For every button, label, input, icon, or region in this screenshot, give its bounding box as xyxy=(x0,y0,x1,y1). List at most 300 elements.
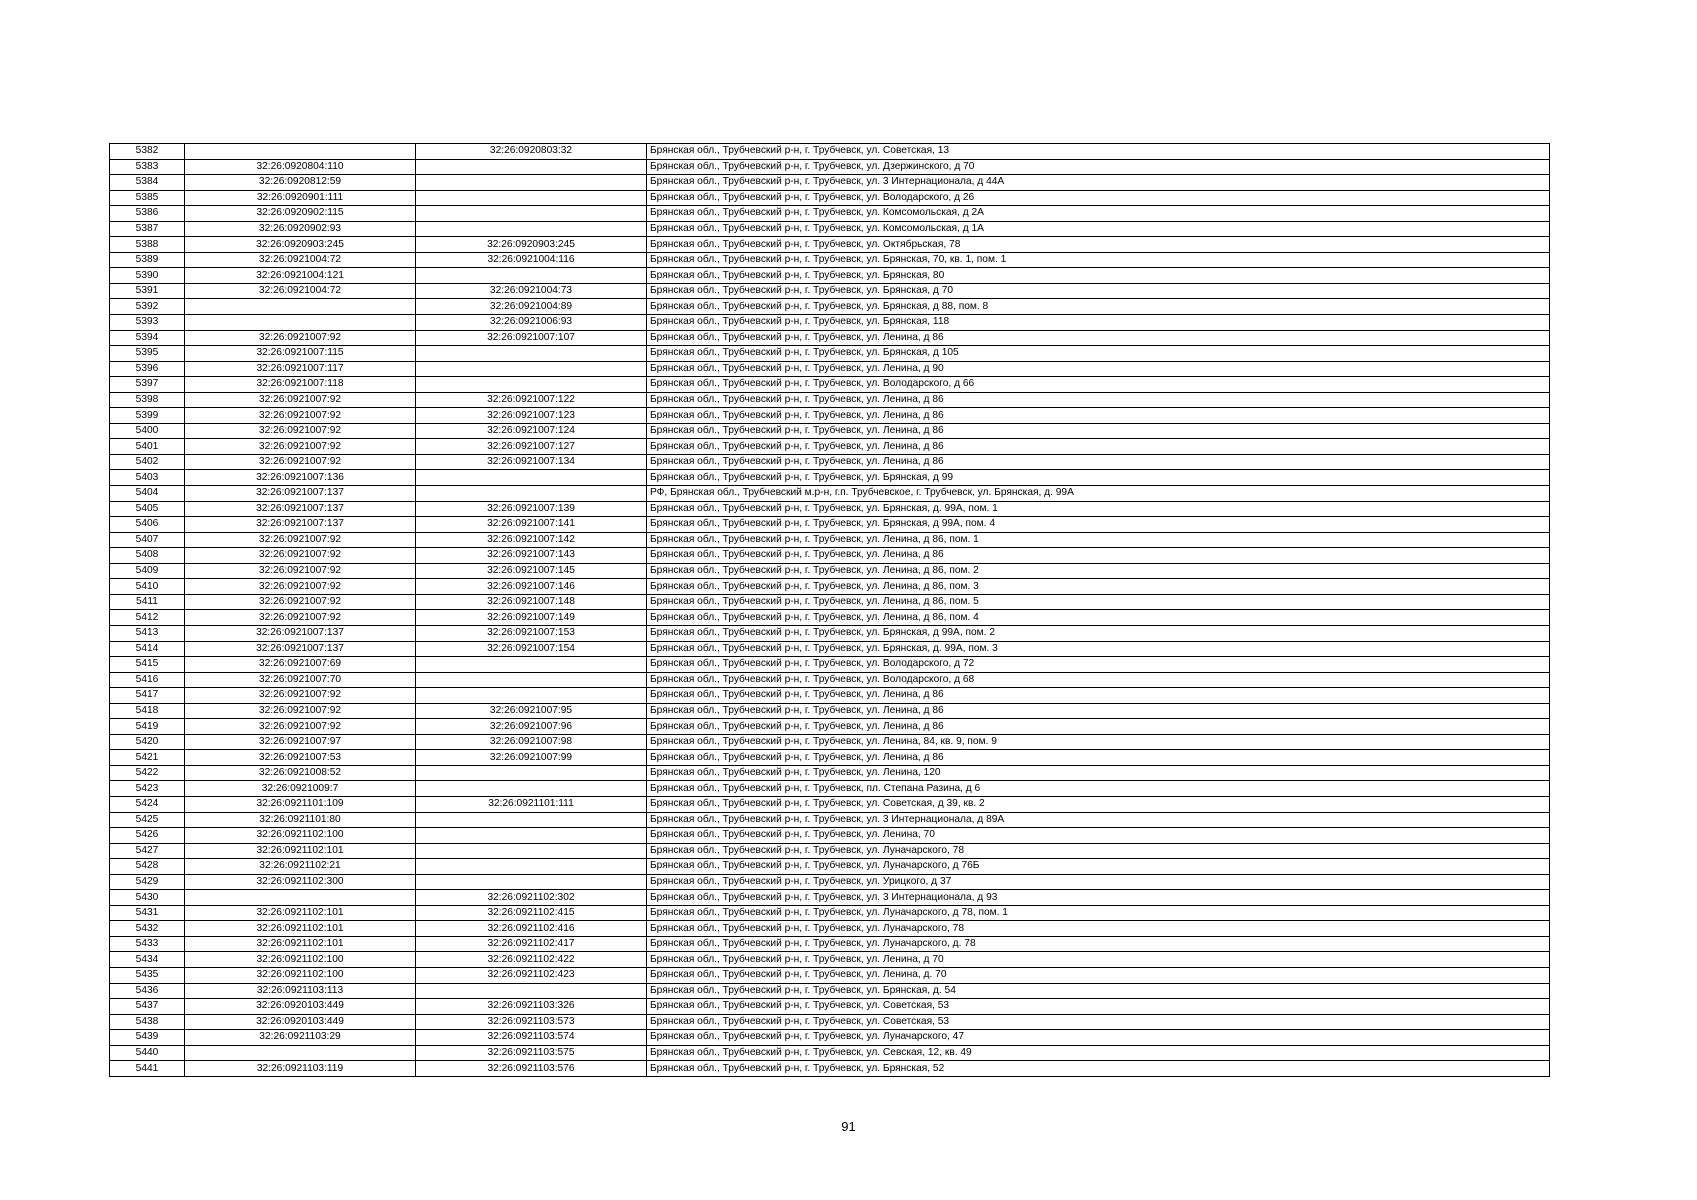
object-cadastral-number-cell xyxy=(416,361,647,377)
row-number-cell: 5434 xyxy=(110,952,185,968)
row-number-cell: 5392 xyxy=(110,299,185,315)
land-plot-cadastral-number-cell: 32:26:0921008:52 xyxy=(185,765,416,781)
object-cadastral-number-cell xyxy=(416,812,647,828)
land-plot-cadastral-number-cell: 32:26:0921103:119 xyxy=(185,1061,416,1077)
object-cadastral-number-cell: 32:26:0921007:145 xyxy=(416,563,647,579)
object-cadastral-number-cell: 32:26:0921007:124 xyxy=(416,423,647,439)
object-cadastral-number-cell xyxy=(416,206,647,222)
land-plot-cadastral-number-cell: 32:26:0921103:29 xyxy=(185,1030,416,1046)
land-plot-cadastral-number-cell: 32:26:0920902:115 xyxy=(185,206,416,222)
row-number-cell: 5383 xyxy=(110,159,185,175)
address-cell: Брянская обл., Трубчевский р-н, г. Трубчевск, ул. Ленина, д 86 xyxy=(647,750,1550,766)
address-cell: Брянская обл., Трубчевский р-н, г. Трубчевск, ул. Брянская, д 88, пом. 8 xyxy=(647,299,1550,315)
land-plot-cadastral-number-cell: 32:26:0920902:93 xyxy=(185,221,416,237)
row-number-cell: 5404 xyxy=(110,486,185,502)
land-plot-cadastral-number-cell: 32:26:0921007:92 xyxy=(185,392,416,408)
row-number-cell: 5440 xyxy=(110,1045,185,1061)
object-cadastral-number-cell: 32:26:0921004:73 xyxy=(416,283,647,299)
table-row xyxy=(110,828,1550,844)
row-number-cell: 5441 xyxy=(110,1061,185,1077)
address-cell: Брянская обл., Трубчевский р-н, г. Трубчевск, ул. Дзержинского, д 70 xyxy=(647,159,1550,175)
object-cadastral-number-cell: 32:26:0921102:415 xyxy=(416,905,647,921)
address-cell: Брянская обл., Трубчевский р-н, г. Трубчевск, ул. Луначарского, 78 xyxy=(647,921,1550,937)
land-plot-cadastral-number-cell: 32:26:0921004:72 xyxy=(185,283,416,299)
table-row xyxy=(110,1061,1550,1077)
address-cell: Брянская обл., Трубчевский р-н, г. Трубчевск, ул. Комсомольская, д 2А xyxy=(647,206,1550,222)
row-number-cell: 5387 xyxy=(110,221,185,237)
address-cell: Брянская обл., Трубчевский р-н, г. Трубчевск, ул. Советская, 53 xyxy=(647,999,1550,1015)
object-cadastral-number-cell xyxy=(416,377,647,393)
table-row xyxy=(110,454,1550,470)
row-number-cell: 5432 xyxy=(110,921,185,937)
land-plot-cadastral-number-cell: 32:26:0921102:101 xyxy=(185,936,416,952)
address-cell: Брянская обл., Трубчевский р-н, г. Трубчевск, ул. Ленина, д 86, пом. 1 xyxy=(647,532,1550,548)
row-number-cell: 5401 xyxy=(110,439,185,455)
address-cell: Брянская обл., Трубчевский р-н, г. Трубчевск, ул. Ленина, д 86 xyxy=(647,548,1550,564)
object-cadastral-number-cell: 32:26:0921004:116 xyxy=(416,252,647,268)
registry-table-body xyxy=(110,144,1550,1077)
row-number-cell: 5429 xyxy=(110,874,185,890)
table-row xyxy=(110,408,1550,424)
table-row xyxy=(110,330,1550,346)
address-cell: РФ, Брянская обл., Трубчевский м.р-н, г.п. Трубчевское, г. Трубчевск, ул. Брянская, д. 99А xyxy=(647,486,1550,502)
address-cell: Брянская обл., Трубчевский р-н, г. Трубчевск, ул. Ленина, д 70 xyxy=(647,952,1550,968)
object-cadastral-number-cell: 32:26:0921007:123 xyxy=(416,408,647,424)
land-plot-cadastral-number-cell: 32:26:0921009:7 xyxy=(185,781,416,797)
address-cell: Брянская обл., Трубчевский р-н, г. Трубчевск, ул. Ленина, д 86 xyxy=(647,439,1550,455)
land-plot-cadastral-number-cell: 32:26:0920901:111 xyxy=(185,190,416,206)
object-cadastral-number-cell xyxy=(416,781,647,797)
object-cadastral-number-cell: 32:26:0921102:302 xyxy=(416,890,647,906)
row-number-cell: 5417 xyxy=(110,688,185,704)
table-row xyxy=(110,175,1550,191)
object-cadastral-number-cell xyxy=(416,765,647,781)
address-cell: Брянская обл., Трубчевский р-н, г. Трубчевск, ул. Брянская, 118 xyxy=(647,315,1550,331)
address-cell: Брянская обл., Трубчевский р-н, г. Трубчевск, ул. Ленина, д 86 xyxy=(647,408,1550,424)
row-number-cell: 5384 xyxy=(110,175,185,191)
address-cell: Брянская обл., Трубчевский р-н, г. Трубчевск, ул. Брянская, д. 99А, пом. 1 xyxy=(647,501,1550,517)
object-cadastral-number-cell xyxy=(416,983,647,999)
address-cell: Брянская обл., Трубчевский р-н, г. Трубчевск, ул. Луначарского, 78 xyxy=(647,843,1550,859)
address-cell: Брянская обл., Трубчевский р-н, г. Трубчевск, ул. Ленина, 84, кв. 9, пом. 9 xyxy=(647,734,1550,750)
object-cadastral-number-cell: 32:26:0921007:149 xyxy=(416,610,647,626)
address-cell: Брянская обл., Трубчевский р-н, г. Трубчевск, ул. Володарского, д 66 xyxy=(647,377,1550,393)
address-cell: Брянская обл., Трубчевский р-н, г. Трубчевск, ул. Советская, 53 xyxy=(647,1014,1550,1030)
table-row xyxy=(110,221,1550,237)
table-row xyxy=(110,159,1550,175)
land-plot-cadastral-number-cell: 32:26:0921007:137 xyxy=(185,641,416,657)
row-number-cell: 5398 xyxy=(110,392,185,408)
table-row xyxy=(110,734,1550,750)
address-cell: Брянская обл., Трубчевский р-н, г. Трубчевск, ул. Ленина, д 86, пом. 2 xyxy=(647,563,1550,579)
row-number-cell: 5436 xyxy=(110,983,185,999)
object-cadastral-number-cell: 32:26:0921007:134 xyxy=(416,454,647,470)
address-cell: Брянская обл., Трубчевский р-н, г. Трубчевск, ул. Луначарского, д 76Б xyxy=(647,859,1550,875)
object-cadastral-number-cell xyxy=(416,159,647,175)
object-cadastral-number-cell xyxy=(416,828,647,844)
object-cadastral-number-cell: 32:26:0921102:417 xyxy=(416,936,647,952)
row-number-cell: 5400 xyxy=(110,423,185,439)
row-number-cell: 5411 xyxy=(110,594,185,610)
address-cell: Брянская обл., Трубчевский р-н, г. Трубчевск, ул. Ленина, д 86, пом. 3 xyxy=(647,579,1550,595)
address-cell: Брянская обл., Трубчевский р-н, г. Трубчевск, ул. Ленина, д 86 xyxy=(647,688,1550,704)
address-cell: Брянская обл., Трубчевский р-н, г. Трубчевск, ул. 3 Интернационала, д 89А xyxy=(647,812,1550,828)
address-cell: Брянская обл., Трубчевский р-н, г. Трубчевск, ул. Советская, д 39, кв. 2 xyxy=(647,796,1550,812)
row-number-cell: 5389 xyxy=(110,252,185,268)
land-plot-cadastral-number-cell: 32:26:0921102:300 xyxy=(185,874,416,890)
table-row xyxy=(110,346,1550,362)
row-number-cell: 5382 xyxy=(110,144,185,160)
row-number-cell: 5428 xyxy=(110,859,185,875)
land-plot-cadastral-number-cell: 32:26:0920103:449 xyxy=(185,1014,416,1030)
address-cell: Брянская обл., Трубчевский р-н, г. Трубчевск, ул. Ленина, д 86 xyxy=(647,392,1550,408)
land-plot-cadastral-number-cell: 32:26:0921007:137 xyxy=(185,517,416,533)
row-number-cell: 5419 xyxy=(110,719,185,735)
row-number-cell: 5409 xyxy=(110,563,185,579)
land-plot-cadastral-number-cell: 32:26:0921004:72 xyxy=(185,252,416,268)
row-number-cell: 5420 xyxy=(110,734,185,750)
address-cell: Брянская обл., Трубчевский р-н, г. Трубчевск, ул. Брянская, д 99А, пом. 2 xyxy=(647,625,1550,641)
land-plot-cadastral-number-cell: 32:26:0921007:92 xyxy=(185,579,416,595)
row-number-cell: 5408 xyxy=(110,548,185,564)
land-plot-cadastral-number-cell: 32:26:0921007:53 xyxy=(185,750,416,766)
table-row xyxy=(110,517,1550,533)
object-cadastral-number-cell: 32:26:0921004:89 xyxy=(416,299,647,315)
address-cell: Брянская обл., Трубчевский р-н, г. Трубчевск, ул. Ленина, д 86, пом. 4 xyxy=(647,610,1550,626)
land-plot-cadastral-number-cell: 32:26:0921007:92 xyxy=(185,408,416,424)
object-cadastral-number-cell: 32:26:0921007:143 xyxy=(416,548,647,564)
land-plot-cadastral-number-cell: 32:26:0921102:100 xyxy=(185,952,416,968)
table-row xyxy=(110,905,1550,921)
land-plot-cadastral-number-cell: 32:26:0921007:92 xyxy=(185,563,416,579)
table-row xyxy=(110,268,1550,284)
object-cadastral-number-cell: 32:26:0920903:245 xyxy=(416,237,647,253)
address-cell: Брянская обл., Трубчевский р-н, г. Трубчевск, ул. Урицкого, д 37 xyxy=(647,874,1550,890)
table-row xyxy=(110,843,1550,859)
address-cell: Брянская обл., Трубчевский р-н, г. Трубчевск, ул. Брянская, д 99А, пом. 4 xyxy=(647,517,1550,533)
land-plot-cadastral-number-cell: 32:26:0921007:70 xyxy=(185,672,416,688)
object-cadastral-number-cell xyxy=(416,657,647,673)
table-row xyxy=(110,579,1550,595)
address-cell: Брянская обл., Трубчевский р-н, г. Трубчевск, ул. Ленина, д. 70 xyxy=(647,967,1550,983)
address-cell: Брянская обл., Трубчевский р-н, г. Трубчевск, пл. Степана Разина, д 6 xyxy=(647,781,1550,797)
land-plot-cadastral-number-cell: 32:26:0921007:92 xyxy=(185,594,416,610)
address-cell: Брянская обл., Трубчевский р-н, г. Трубчевск, ул. Ленина, 70 xyxy=(647,828,1550,844)
object-cadastral-number-cell xyxy=(416,688,647,704)
table-row xyxy=(110,719,1550,735)
table-row xyxy=(110,874,1550,890)
table-row xyxy=(110,936,1550,952)
object-cadastral-number-cell: 32:26:0921103:575 xyxy=(416,1045,647,1061)
address-cell: Брянская обл., Трубчевский р-н, г. Трубчевск, ул. Луначарского, д 78, пом. 1 xyxy=(647,905,1550,921)
table-row xyxy=(110,688,1550,704)
land-plot-cadastral-number-cell: 32:26:0921102:101 xyxy=(185,905,416,921)
land-plot-cadastral-number-cell: 32:26:0921102:21 xyxy=(185,859,416,875)
land-plot-cadastral-number-cell: 32:26:0921007:69 xyxy=(185,657,416,673)
object-cadastral-number-cell: 32:26:0921007:153 xyxy=(416,625,647,641)
object-cadastral-number-cell: 32:26:0921007:146 xyxy=(416,579,647,595)
table-row xyxy=(110,532,1550,548)
table-row xyxy=(110,796,1550,812)
land-plot-cadastral-number-cell: 32:26:0921007:137 xyxy=(185,625,416,641)
table-row xyxy=(110,890,1550,906)
table-row xyxy=(110,486,1550,502)
row-number-cell: 5424 xyxy=(110,796,185,812)
address-cell: Брянская обл., Трубчевский р-н, г. Трубчевск, ул. Ленина, д 86 xyxy=(647,719,1550,735)
row-number-cell: 5437 xyxy=(110,999,185,1015)
table-row xyxy=(110,1045,1550,1061)
land-plot-cadastral-number-cell xyxy=(185,315,416,331)
object-cadastral-number-cell xyxy=(416,843,647,859)
land-plot-cadastral-number-cell: 32:26:0921007:92 xyxy=(185,330,416,346)
row-number-cell: 5405 xyxy=(110,501,185,517)
address-cell: Брянская обл., Трубчевский р-н, г. Трубчевск, ул. 3 Интернационала, д 93 xyxy=(647,890,1550,906)
address-cell: Брянская обл., Трубчевский р-н, г. Трубчевск, ул. Ленина, д 86 xyxy=(647,454,1550,470)
table-row xyxy=(110,283,1550,299)
table-row xyxy=(110,144,1550,160)
table-row xyxy=(110,765,1550,781)
address-cell: Брянская обл., Трубчевский р-н, г. Трубчевск, ул. Севская, 12, кв. 49 xyxy=(647,1045,1550,1061)
address-cell: Брянская обл., Трубчевский р-н, г. Трубчевск, ул. Комсомольская, д 1А xyxy=(647,221,1550,237)
table-row xyxy=(110,999,1550,1015)
table-row xyxy=(110,610,1550,626)
row-number-cell: 5430 xyxy=(110,890,185,906)
row-number-cell: 5406 xyxy=(110,517,185,533)
object-cadastral-number-cell: 32:26:0921102:422 xyxy=(416,952,647,968)
row-number-cell: 5413 xyxy=(110,625,185,641)
object-cadastral-number-cell: 32:26:0921006:93 xyxy=(416,315,647,331)
address-cell: Брянская обл., Трубчевский р-н, г. Трубчевск, ул. 3 Интернационала, д 44А xyxy=(647,175,1550,191)
page-number: 91 xyxy=(841,1119,856,1134)
table-row xyxy=(110,377,1550,393)
table-row xyxy=(110,315,1550,331)
address-cell: Брянская обл., Трубчевский р-н, г. Трубчевск, ул. Брянская, 52 xyxy=(647,1061,1550,1077)
address-cell: Брянская обл., Трубчевский р-н, г. Трубчевск, ул. Брянская, д 105 xyxy=(647,346,1550,362)
table-row xyxy=(110,190,1550,206)
table-row xyxy=(110,625,1550,641)
table-row xyxy=(110,672,1550,688)
table-row xyxy=(110,563,1550,579)
table-row xyxy=(110,641,1550,657)
land-plot-cadastral-number-cell: 32:26:0921007:118 xyxy=(185,377,416,393)
land-plot-cadastral-number-cell: 32:26:0921007:117 xyxy=(185,361,416,377)
row-number-cell: 5416 xyxy=(110,672,185,688)
address-cell: Брянская обл., Трубчевский р-н, г. Трубчевск, ул. Володарского, д 68 xyxy=(647,672,1550,688)
registry-table xyxy=(109,143,1550,1077)
object-cadastral-number-cell xyxy=(416,268,647,284)
table-row xyxy=(110,206,1550,222)
row-number-cell: 5438 xyxy=(110,1014,185,1030)
address-cell: Брянская обл., Трубчевский р-н, г. Трубчевск, ул. Брянская, д. 99А, пом. 3 xyxy=(647,641,1550,657)
object-cadastral-number-cell: 32:26:0921007:99 xyxy=(416,750,647,766)
object-cadastral-number-cell: 32:26:0921007:96 xyxy=(416,719,647,735)
land-plot-cadastral-number-cell: 32:26:0921007:92 xyxy=(185,548,416,564)
object-cadastral-number-cell xyxy=(416,470,647,486)
land-plot-cadastral-number-cell: 32:26:0921102:101 xyxy=(185,921,416,937)
land-plot-cadastral-number-cell: 32:26:0920804:110 xyxy=(185,159,416,175)
land-plot-cadastral-number-cell: 32:26:0921007:92 xyxy=(185,703,416,719)
address-cell: Брянская обл., Трубчевский р-н, г. Трубчевск, ул. Ленина, д 86, пом. 5 xyxy=(647,594,1550,610)
row-number-cell: 5390 xyxy=(110,268,185,284)
address-cell: Брянская обл., Трубчевский р-н, г. Трубчевск, ул. Советская, 13 xyxy=(647,144,1550,160)
object-cadastral-number-cell: 32:26:0921007:154 xyxy=(416,641,647,657)
address-cell: Брянская обл., Трубчевский р-н, г. Трубчевск, ул. Брянская, 70, кв. 1, пом. 1 xyxy=(647,252,1550,268)
address-cell: Брянская обл., Трубчевский р-н, г. Трубчевск, ул. Луначарского, 47 xyxy=(647,1030,1550,1046)
row-number-cell: 5396 xyxy=(110,361,185,377)
address-cell: Брянская обл., Трубчевский р-н, г. Трубчевск, ул. Ленина, д 86 xyxy=(647,330,1550,346)
address-cell: Брянская обл., Трубчевский р-н, г. Трубчевск, ул. Брянская, д. 54 xyxy=(647,983,1550,999)
object-cadastral-number-cell: 32:26:0921103:576 xyxy=(416,1061,647,1077)
table-row xyxy=(110,594,1550,610)
land-plot-cadastral-number-cell: 32:26:0921007:92 xyxy=(185,532,416,548)
address-cell: Брянская обл., Трубчевский р-н, г. Трубчевск, ул. Октябрьская, 78 xyxy=(647,237,1550,253)
table-row xyxy=(110,470,1550,486)
table-row xyxy=(110,703,1550,719)
land-plot-cadastral-number-cell: 32:26:0921007:92 xyxy=(185,688,416,704)
row-number-cell: 5395 xyxy=(110,346,185,362)
table-row xyxy=(110,237,1550,253)
table-row xyxy=(110,859,1550,875)
table-row xyxy=(110,548,1550,564)
land-plot-cadastral-number-cell: 32:26:0921101:80 xyxy=(185,812,416,828)
land-plot-cadastral-number-cell: 32:26:0921102:100 xyxy=(185,828,416,844)
land-plot-cadastral-number-cell: 32:26:0921101:109 xyxy=(185,796,416,812)
row-number-cell: 5433 xyxy=(110,936,185,952)
row-number-cell: 5439 xyxy=(110,1030,185,1046)
object-cadastral-number-cell xyxy=(416,859,647,875)
object-cadastral-number-cell: 32:26:0920803:32 xyxy=(416,144,647,160)
object-cadastral-number-cell xyxy=(416,486,647,502)
land-plot-cadastral-number-cell: 32:26:0921102:101 xyxy=(185,843,416,859)
object-cadastral-number-cell: 32:26:0921007:95 xyxy=(416,703,647,719)
land-plot-cadastral-number-cell: 32:26:0921102:100 xyxy=(185,967,416,983)
table-row xyxy=(110,967,1550,983)
table-row xyxy=(110,392,1550,408)
row-number-cell: 5410 xyxy=(110,579,185,595)
land-plot-cadastral-number-cell: 32:26:0921007:92 xyxy=(185,423,416,439)
row-number-cell: 5431 xyxy=(110,905,185,921)
object-cadastral-number-cell: 32:26:0921007:107 xyxy=(416,330,647,346)
object-cadastral-number-cell: 32:26:0921102:423 xyxy=(416,967,647,983)
row-number-cell: 5386 xyxy=(110,206,185,222)
land-plot-cadastral-number-cell: 32:26:0921007:92 xyxy=(185,439,416,455)
object-cadastral-number-cell: 32:26:0921102:416 xyxy=(416,921,647,937)
row-number-cell: 5388 xyxy=(110,237,185,253)
object-cadastral-number-cell: 32:26:0921007:142 xyxy=(416,532,647,548)
object-cadastral-number-cell xyxy=(416,190,647,206)
land-plot-cadastral-number-cell: 32:26:0921007:92 xyxy=(185,610,416,626)
row-number-cell: 5427 xyxy=(110,843,185,859)
row-number-cell: 5412 xyxy=(110,610,185,626)
address-cell: Брянская обл., Трубчевский р-н, г. Трубчевск, ул. Ленина, 120 xyxy=(647,765,1550,781)
land-plot-cadastral-number-cell xyxy=(185,1045,416,1061)
land-plot-cadastral-number-cell: 32:26:0921007:137 xyxy=(185,501,416,517)
row-number-cell: 5426 xyxy=(110,828,185,844)
table-row xyxy=(110,423,1550,439)
object-cadastral-number-cell: 32:26:0921007:148 xyxy=(416,594,647,610)
object-cadastral-number-cell: 32:26:0921103:574 xyxy=(416,1030,647,1046)
table-row xyxy=(110,921,1550,937)
object-cadastral-number-cell: 32:26:0921007:98 xyxy=(416,734,647,750)
address-cell: Брянская обл., Трубчевский р-н, г. Трубчевск, ул. Брянская, д 99 xyxy=(647,470,1550,486)
object-cadastral-number-cell xyxy=(416,175,647,191)
object-cadastral-number-cell xyxy=(416,346,647,362)
table-row xyxy=(110,501,1550,517)
object-cadastral-number-cell: 32:26:0921007:141 xyxy=(416,517,647,533)
row-number-cell: 5399 xyxy=(110,408,185,424)
object-cadastral-number-cell: 32:26:0921101:111 xyxy=(416,796,647,812)
table-row xyxy=(110,952,1550,968)
row-number-cell: 5403 xyxy=(110,470,185,486)
land-plot-cadastral-number-cell xyxy=(185,299,416,315)
object-cadastral-number-cell xyxy=(416,221,647,237)
land-plot-cadastral-number-cell: 32:26:0921007:115 xyxy=(185,346,416,362)
land-plot-cadastral-number-cell: 32:26:0921007:92 xyxy=(185,719,416,735)
land-plot-cadastral-number-cell: 32:26:0920903:245 xyxy=(185,237,416,253)
table-row xyxy=(110,750,1550,766)
table-row xyxy=(110,781,1550,797)
row-number-cell: 5435 xyxy=(110,967,185,983)
object-cadastral-number-cell: 32:26:0921103:573 xyxy=(416,1014,647,1030)
address-cell: Брянская обл., Трубчевский р-н, г. Трубчевск, ул. Ленина, д 86 xyxy=(647,703,1550,719)
row-number-cell: 5407 xyxy=(110,532,185,548)
row-number-cell: 5397 xyxy=(110,377,185,393)
row-number-cell: 5394 xyxy=(110,330,185,346)
row-number-cell: 5414 xyxy=(110,641,185,657)
row-number-cell: 5418 xyxy=(110,703,185,719)
table-row xyxy=(110,657,1550,673)
row-number-cell: 5415 xyxy=(110,657,185,673)
address-cell: Брянская обл., Трубчевский р-н, г. Трубчевск, ул. Брянская, 80 xyxy=(647,268,1550,284)
object-cadastral-number-cell xyxy=(416,672,647,688)
row-number-cell: 5385 xyxy=(110,190,185,206)
table-row xyxy=(110,1030,1550,1046)
land-plot-cadastral-number-cell: 32:26:0921004:121 xyxy=(185,268,416,284)
row-number-cell: 5425 xyxy=(110,812,185,828)
object-cadastral-number-cell: 32:26:0921103:326 xyxy=(416,999,647,1015)
object-cadastral-number-cell xyxy=(416,874,647,890)
land-plot-cadastral-number-cell xyxy=(185,890,416,906)
land-plot-cadastral-number-cell xyxy=(185,144,416,160)
row-number-cell: 5423 xyxy=(110,781,185,797)
row-number-cell: 5393 xyxy=(110,315,185,331)
table-row xyxy=(110,299,1550,315)
address-cell: Брянская обл., Трубчевский р-н, г. Трубчевск, ул. Луначарского, д. 78 xyxy=(647,936,1550,952)
table-row xyxy=(110,252,1550,268)
land-plot-cadastral-number-cell: 32:26:0921103:113 xyxy=(185,983,416,999)
row-number-cell: 5402 xyxy=(110,454,185,470)
table-row xyxy=(110,1014,1550,1030)
row-number-cell: 5422 xyxy=(110,765,185,781)
land-plot-cadastral-number-cell: 32:26:0921007:92 xyxy=(185,454,416,470)
land-plot-cadastral-number-cell: 32:26:0920103:449 xyxy=(185,999,416,1015)
row-number-cell: 5421 xyxy=(110,750,185,766)
object-cadastral-number-cell: 32:26:0921007:127 xyxy=(416,439,647,455)
address-cell: Брянская обл., Трубчевский р-н, г. Трубчевск, ул. Володарского, д 26 xyxy=(647,190,1550,206)
land-plot-cadastral-number-cell: 32:26:0921007:137 xyxy=(185,486,416,502)
land-plot-cadastral-number-cell: 32:26:0920812:59 xyxy=(185,175,416,191)
object-cadastral-number-cell: 32:26:0921007:139 xyxy=(416,501,647,517)
address-cell: Брянская обл., Трубчевский р-н, г. Трубчевск, ул. Володарского, д 72 xyxy=(647,657,1550,673)
table-row xyxy=(110,812,1550,828)
table-row xyxy=(110,439,1550,455)
land-plot-cadastral-number-cell: 32:26:0921007:97 xyxy=(185,734,416,750)
table-row xyxy=(110,361,1550,377)
object-cadastral-number-cell: 32:26:0921007:122 xyxy=(416,392,647,408)
table-row xyxy=(110,983,1550,999)
row-number-cell: 5391 xyxy=(110,283,185,299)
address-cell: Брянская обл., Трубчевский р-н, г. Трубчевск, ул. Ленина, д 86 xyxy=(647,423,1550,439)
